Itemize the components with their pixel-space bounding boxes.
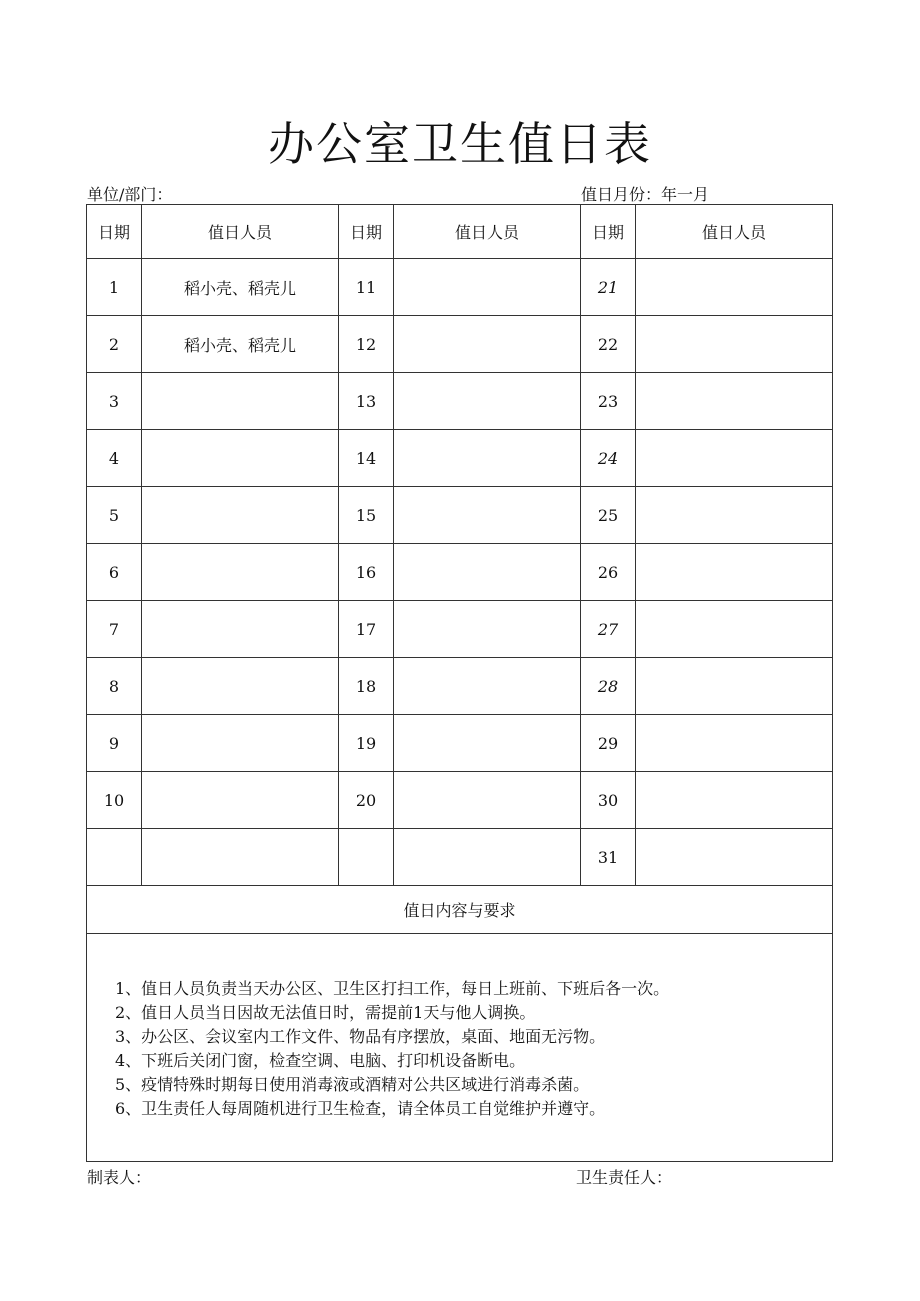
date-cell [339, 829, 394, 886]
date-cell: 28 [581, 658, 636, 715]
person-cell [142, 373, 339, 430]
date-cell: 30 [581, 772, 636, 829]
header-person: 值日人员 [394, 205, 581, 259]
header-person: 值日人员 [636, 205, 833, 259]
responsible-label: 卫生责任人： [576, 1168, 673, 1187]
header-date: 日期 [87, 205, 142, 259]
header-person: 值日人员 [142, 205, 339, 259]
date-cell: 25 [581, 487, 636, 544]
table-row [87, 487, 833, 544]
page-title: 办公室卫生值日表 [268, 117, 652, 171]
person-cell [636, 601, 833, 658]
requirement-item: 3、办公区、会议室内工作文件、物品有序摆放，桌面、地面无污物。 [115, 1027, 606, 1046]
person-cell [394, 259, 581, 316]
person-cell [636, 544, 833, 601]
requirement-item: 1、值日人员负责当天办公区、卫生区打扫工作，每日上班前、下班后各一次。 [115, 979, 670, 998]
person-cell [636, 487, 833, 544]
requirement-item: 4、下班后关闭门窗，检查空调、电脑、打印机设备断电。 [115, 1051, 526, 1070]
header-date: 日期 [339, 205, 394, 259]
requirement-item: 2、值日人员当日因故无法值日时，需提前1天与他人调换。 [115, 1003, 536, 1022]
unit-label: 单位/部门： [87, 185, 173, 204]
requirements-cell [87, 934, 833, 1162]
person-cell [394, 601, 581, 658]
date-cell: 2 [87, 316, 142, 373]
person-cell [394, 487, 581, 544]
requirements-row [87, 934, 833, 1162]
table-row [87, 544, 833, 601]
date-cell: 3 [87, 373, 142, 430]
person-cell [636, 259, 833, 316]
date-cell: 14 [339, 430, 394, 487]
person-cell [636, 373, 833, 430]
date-cell: 20 [339, 772, 394, 829]
header-date: 日期 [581, 205, 636, 259]
table-row [87, 715, 833, 772]
date-cell: 10 [87, 772, 142, 829]
person-cell [142, 658, 339, 715]
requirement-item: 5、疫情特殊时期每日使用消毒液或酒精对公共区域进行消毒杀菌。 [115, 1075, 590, 1094]
person-cell [142, 544, 339, 601]
person-cell [636, 829, 833, 886]
date-cell: 27 [581, 601, 636, 658]
person-cell: 稻小壳、稻壳儿 [142, 316, 339, 373]
table-row [87, 316, 833, 373]
table-row [87, 259, 833, 316]
duty-table-body [87, 205, 833, 1162]
person-cell [636, 430, 833, 487]
table-row [87, 601, 833, 658]
person-cell [142, 829, 339, 886]
person-cell [636, 715, 833, 772]
person-cell [142, 487, 339, 544]
table-header-row [87, 205, 833, 259]
date-cell: 4 [87, 430, 142, 487]
date-cell: 26 [581, 544, 636, 601]
date-cell: 29 [581, 715, 636, 772]
date-cell: 21 [581, 259, 636, 316]
person-cell [394, 658, 581, 715]
date-cell: 16 [339, 544, 394, 601]
person-cell [142, 715, 339, 772]
table-row [87, 658, 833, 715]
date-cell: 17 [339, 601, 394, 658]
date-cell: 11 [339, 259, 394, 316]
date-cell [87, 829, 142, 886]
date-cell: 1 [87, 259, 142, 316]
person-cell [394, 544, 581, 601]
section-title: 值日内容与要求 [87, 886, 833, 934]
table-row [87, 373, 833, 430]
requirements-list [115, 977, 832, 1121]
person-cell [142, 601, 339, 658]
person-cell [394, 316, 581, 373]
date-cell: 6 [87, 544, 142, 601]
date-cell: 8 [87, 658, 142, 715]
person-cell [142, 772, 339, 829]
date-cell: 18 [339, 658, 394, 715]
date-cell: 9 [87, 715, 142, 772]
person-cell [636, 772, 833, 829]
person-cell [142, 430, 339, 487]
table-row [87, 430, 833, 487]
date-cell: 13 [339, 373, 394, 430]
date-cell: 7 [87, 601, 142, 658]
person-cell [394, 829, 581, 886]
person-cell [394, 430, 581, 487]
date-cell: 12 [339, 316, 394, 373]
date-cell: 19 [339, 715, 394, 772]
date-cell: 15 [339, 487, 394, 544]
person-cell [636, 316, 833, 373]
date-cell: 31 [581, 829, 636, 886]
date-cell: 24 [581, 430, 636, 487]
date-cell: 22 [581, 316, 636, 373]
duty-table [86, 204, 833, 1162]
person-cell [394, 715, 581, 772]
maker-label: 制表人： [87, 1168, 152, 1187]
month-label: 值日月份：年一月 [581, 185, 710, 204]
date-cell: 5 [87, 487, 142, 544]
requirement-item: 6、卫生责任人每周随机进行卫生检查，请全体员工自觉维护并遵守。 [115, 1099, 606, 1118]
person-cell [636, 658, 833, 715]
section-row [87, 886, 833, 934]
person-cell [394, 772, 581, 829]
table-row [87, 772, 833, 829]
person-cell: 稻小壳、稻壳儿 [142, 259, 339, 316]
date-cell: 23 [581, 373, 636, 430]
person-cell [394, 373, 581, 430]
table-row [87, 829, 833, 886]
